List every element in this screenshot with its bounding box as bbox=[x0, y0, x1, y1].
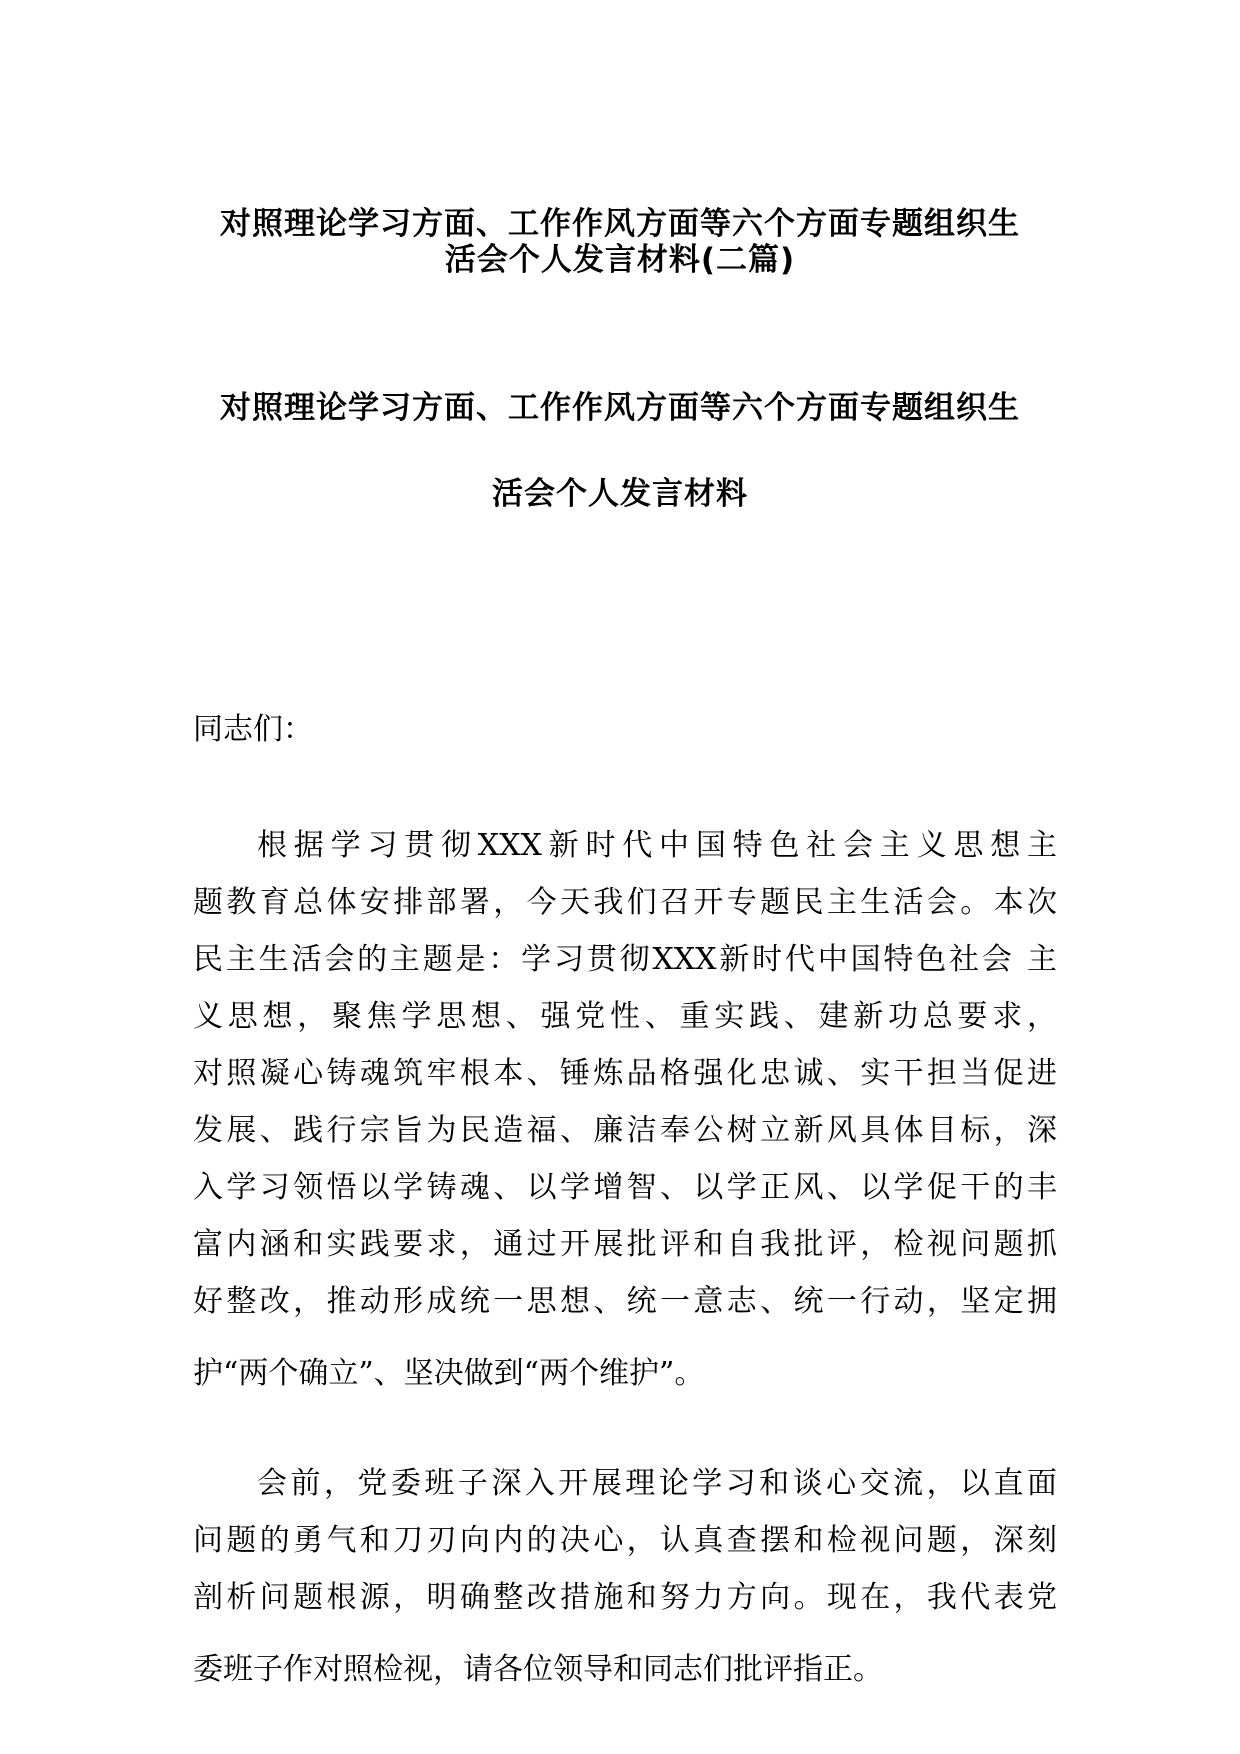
paragraph-line: 入学习领悟以学铸魂、以学增智、以学正风、以学促干的丰 bbox=[193, 1170, 1057, 1205]
paragraph-line: 根据学习贯彻XXX新时代中国特色社会主义思想主 bbox=[257, 828, 1057, 863]
salutation: 同志们： bbox=[193, 712, 313, 747]
paragraph-line: 剖析问题根源，明确整改措施和努力方向。现在，我代表党 bbox=[193, 1580, 1057, 1615]
section-title-line-2: 活会个人发言材料 bbox=[492, 476, 748, 512]
paragraph-line: 护“两个确立”、坚决做到“两个维护”。 bbox=[193, 1356, 705, 1391]
paragraph-line: 问题的勇气和刀刃向内的决心，认真查摆和检视问题，深刻 bbox=[193, 1523, 1057, 1558]
document-title-line-1: 对照理论学习方面、工作作风方面等六个方面专题组织生 bbox=[220, 206, 1020, 242]
paragraph-line: 民主生活会的主题是：学习贯彻XXX新时代中国特色社会 主 bbox=[193, 942, 1057, 977]
paragraph-2 bbox=[193, 1458, 1057, 1718]
document-title-line-2: 活会个人发言材料(二篇) bbox=[444, 242, 796, 278]
paragraph-line: 对照凝心铸魂筑牢根本、锤炼品格强化忠诚、实干担当促进 bbox=[193, 1056, 1057, 1091]
paragraph-line: 好整改，推动形成统一思想、统一意志、统一行动，坚定拥 bbox=[193, 1284, 1057, 1319]
section-title-line-1: 对照理论学习方面、工作作风方面等六个方面专题组织生 bbox=[220, 390, 1020, 426]
paragraph-line: 会前，党委班子深入开展理论学习和谈心交流，以直面 bbox=[257, 1466, 1057, 1501]
paragraph-line: 义思想，聚焦学思想、强党性、重实践、建新功总要求， bbox=[193, 999, 1057, 1034]
paragraph-1 bbox=[193, 820, 1057, 1420]
paragraph-line: 题教育总体安排部署，今天我们召开专题民主生活会。本次 bbox=[193, 885, 1057, 920]
paragraph-line: 发展、践行宗旨为民造福、廉洁奉公树立新风具体目标，深 bbox=[193, 1113, 1057, 1148]
paragraph-line: 富内涵和实践要求，通过开展批评和自我批评，检视问题抓 bbox=[193, 1227, 1057, 1262]
paragraph-line: 委班子作对照检视，请各位领导和同志们批评指正。 bbox=[193, 1652, 883, 1687]
